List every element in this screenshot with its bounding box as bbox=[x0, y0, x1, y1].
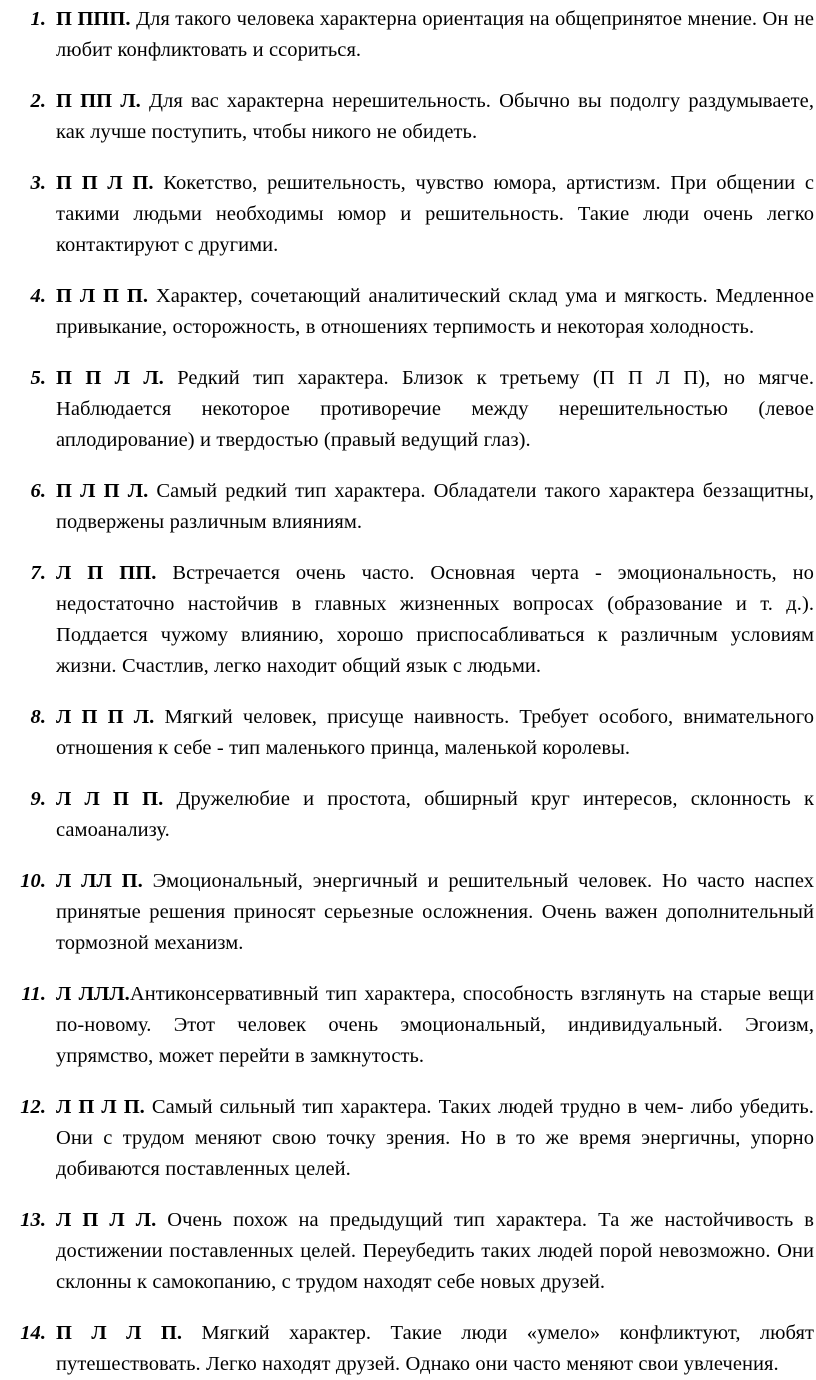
list-item-text: Для вас характерна нерешительность. Обычно вы подолгу раздумываете, как лучше поступить, чтобы никого не обидеть. bbox=[56, 90, 815, 143]
list-item-paragraph bbox=[56, 784, 814, 846]
list-item-text: Редкий тип характера. Близок к третьему (П П Л П), но мягче. Наблюдается некоторое противоречие между нерешительностью (левое аплодирование) и твердостью (правый ведущий глаз). bbox=[56, 367, 814, 451]
list-item-code: П ПП Л. bbox=[56, 90, 141, 112]
list-item-code: П П Л Л. bbox=[56, 367, 164, 389]
list-item bbox=[0, 281, 814, 343]
list-item-text: Антиконсервативный тип характера, способность взглянуть на старые вещи по-новому. Этот человек очень эмоциональный, индивидуальный. Эгоизм, упрямство, может перейти в замкнутость. bbox=[56, 983, 814, 1067]
list-item-paragraph bbox=[56, 1092, 814, 1185]
list-item-code: Л ЛЛ П. bbox=[56, 870, 143, 892]
list-item bbox=[0, 1318, 814, 1380]
list-item-text: Мягкий характер. Такие люди «умело» конфликтуют, любят путешествовать. Легко находят друзей. Однако они часто меняют свои увлечения. bbox=[56, 1322, 815, 1375]
list-item-text: Для такого человека характерна ориентация на общепринятое мнение. Он не любит конфликтовать и ссориться. bbox=[56, 8, 814, 61]
list-item bbox=[0, 784, 814, 846]
list-item-code: Л Л П П. bbox=[56, 788, 164, 810]
list-item-code: П Л Л П. bbox=[56, 1322, 183, 1344]
list-item-text: Встречается очень часто. Основная черта - эмоциональность, но недостаточно настойчив в главных жизненных вопросах (образование и т. д.). Поддается чужому влиянию, хорошо приспосабливаться к различным условиям жизни. Счастлив, легко находит общий язык с людьми. bbox=[56, 562, 814, 677]
list-item-paragraph bbox=[56, 979, 814, 1072]
list-item bbox=[0, 866, 814, 959]
list-item-paragraph bbox=[56, 1318, 814, 1380]
list-item-paragraph bbox=[56, 168, 814, 261]
list-item-text: Очень похож на предыдущий тип характера. Та же настойчивость в достижении поставленных целей. Переубедить таких людей порой невозможно. Они склонны к самокопанию, с трудом находят себе новых друзей. bbox=[56, 1209, 814, 1293]
list-item-text: Кокетство, решительность, чувство юмора, артистизм. При общении с такими людьми необходимы юмор и решительность. Такие люди очень легко контактируют с другими. bbox=[56, 172, 814, 256]
list-item-text: Эмоциональный, энергичный и решительный человек. Но часто наспех принятые решения приносят серьезные осложнения. Очень важен дополнительный тормозной механизм. bbox=[56, 870, 814, 954]
document-page bbox=[0, 4, 816, 1375]
list-item-code: П Л П П. bbox=[56, 285, 149, 307]
list-item-paragraph bbox=[56, 476, 814, 538]
list-item-paragraph bbox=[56, 558, 814, 682]
list-item-code: Л П П Л. bbox=[56, 706, 155, 728]
list-item-paragraph bbox=[56, 281, 814, 343]
list-item-text: Самый сильный тип характера. Таких людей трудно в чем- либо убедить. Они с трудом меняют свою точку зрения. Но в то же время энергичны, упорно добиваются поставленных целей. bbox=[56, 1096, 814, 1180]
list-item-number: 4. bbox=[30, 285, 46, 307]
list-item-text: Дружелюбие и простота, обширный круг интересов, склонность к самоанализу. bbox=[56, 788, 815, 841]
list-item-text: Характер, сочетающий аналитический склад ума и мягкость. Медленное привыкание, осторожность, в отношениях терпимость и некоторая холодность. bbox=[56, 285, 815, 338]
list-item-text: Самый редкий тип характера. Обладатели такого характера беззащитны, подвержены различным влияниям. bbox=[56, 480, 814, 533]
list-item bbox=[0, 979, 814, 1072]
list-item bbox=[0, 168, 814, 261]
list-item-paragraph bbox=[56, 4, 814, 66]
list-item-paragraph bbox=[56, 1205, 814, 1298]
list-item-number: 11. bbox=[21, 983, 46, 1005]
list-item-paragraph bbox=[56, 866, 814, 959]
list-item bbox=[0, 86, 814, 148]
list-item-number: 8. bbox=[30, 706, 46, 728]
list-item-number: 14. bbox=[20, 1322, 46, 1344]
list-item-code: Л П Л Л. bbox=[56, 1209, 157, 1231]
list-item bbox=[0, 1092, 814, 1185]
list-item-number: 2. bbox=[30, 90, 46, 112]
list-item-paragraph bbox=[56, 702, 814, 764]
list-item-code: Л П Л П. bbox=[56, 1096, 145, 1118]
list-item bbox=[0, 363, 814, 456]
list-item-paragraph bbox=[56, 363, 814, 456]
list-item-code: Л П ПП. bbox=[56, 562, 157, 584]
list-item-number: 3. bbox=[30, 172, 46, 194]
list-item-number: 1. bbox=[30, 8, 46, 30]
list-item-number: 9. bbox=[30, 788, 46, 810]
list-item bbox=[0, 476, 814, 538]
list-item bbox=[0, 4, 814, 66]
list-item-code: П Л П Л. bbox=[56, 480, 149, 502]
list-item-number: 5. bbox=[30, 367, 46, 389]
list-item-number: 10. bbox=[20, 870, 46, 892]
list-item bbox=[0, 702, 814, 764]
list-item-number: 7. bbox=[30, 562, 46, 584]
list-item-code: П ППП. bbox=[56, 8, 131, 30]
list-item-paragraph bbox=[56, 86, 814, 148]
list-item-number: 6. bbox=[30, 480, 46, 502]
list-item-number: 13. bbox=[20, 1209, 46, 1231]
list-item-code: Л ЛЛЛ. bbox=[56, 983, 130, 1005]
list-item bbox=[0, 1205, 814, 1298]
list-item-number: 12. bbox=[20, 1096, 46, 1118]
list-item-code: П П Л П. bbox=[56, 172, 154, 194]
character-types-list bbox=[0, 4, 814, 1380]
list-item-text: Мягкий человек, присуще наивность. Требует особого, внимательного отношения к себе - тип маленького принца, маленькой королевы. bbox=[56, 706, 815, 759]
list-item bbox=[0, 558, 814, 682]
